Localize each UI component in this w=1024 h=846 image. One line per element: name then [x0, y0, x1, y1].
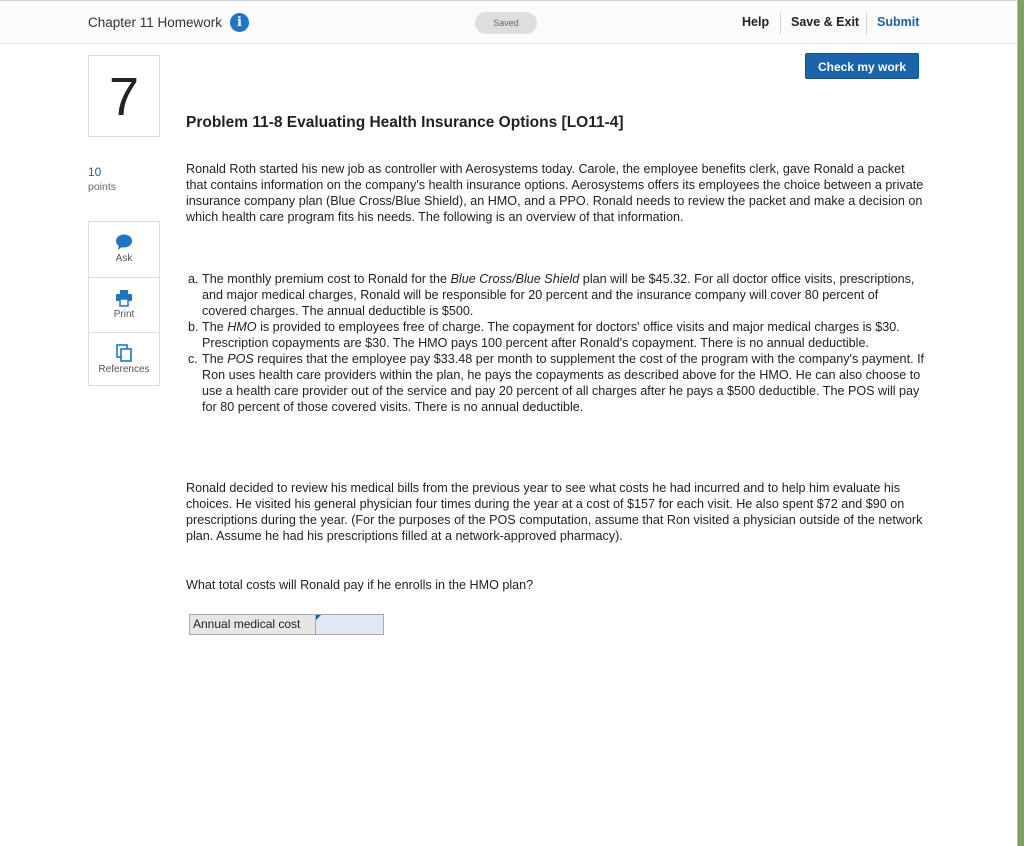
- problem-intro: [186, 161, 926, 225]
- list-item: c. The POS requires that the employee pay $33.48 per month to supplement the cost of the program with the company's payment. If Ron uses health care providers within the plan, he pays the copayments as described above for the HMO. He can also choose to use a health care provider out of the service and pay 20 percent of all charges after he pays a $500 deductible. The POS will pay for 80 percent of those covered visits. There is no annual deductible.: [188, 352, 925, 414]
- nav-divider: [866, 12, 867, 34]
- check-my-work-button[interactable]: Check my work: [805, 53, 919, 79]
- question-number: 7: [88, 55, 160, 137]
- side-strip: [1018, 0, 1024, 846]
- item-letter: c.: [188, 352, 198, 366]
- list-item: a. The monthly premium cost to Ronald for the Blue Cross/Blue Shield plan will be $45.32. For all doctor office visits, prescriptions, and major medical charges, Ronald will be responsible for 20 percent and the insurance company will cover 80 percent of covered charges. The annual deductible is $500.: [188, 272, 915, 318]
- assignment-title: Chapter 11 Homework: [88, 15, 223, 30]
- chat-bubble-icon: [115, 233, 133, 251]
- item-letter: a.: [188, 272, 199, 286]
- points-label: points: [88, 181, 117, 193]
- intro-paragraph: Ronald Roth started his new job as controller with Aerosystems today. Carole, the employee benefits clerk, gave Ronald a packet that contains information on the company's health insurance options. Aerosystems offers its employees the choice between a private insurance company plan (Blue Cross/Blue Shield), an HMO, and a PPO. Ronald needs to review the packet and make a decision on which health care program fits his needs. The following is an overview of that information.: [186, 162, 924, 224]
- help-link[interactable]: Help: [742, 15, 770, 29]
- save-exit-link[interactable]: Save & Exit: [791, 15, 860, 29]
- top-bar: [0, 0, 1018, 44]
- ask-button[interactable]: [89, 222, 159, 277]
- plan-options-list: [186, 271, 926, 415]
- nav-divider: [780, 12, 781, 34]
- ask-label: Ask: [115, 253, 133, 264]
- print-label: Print: [113, 309, 135, 320]
- answer-table: [189, 614, 384, 635]
- points-value: 10: [88, 165, 102, 179]
- item-letter: b.: [188, 320, 199, 334]
- info-icon[interactable]: i: [230, 13, 249, 32]
- references-label: References: [98, 364, 150, 375]
- annual-medical-cost-input[interactable]: [316, 615, 383, 634]
- followup-paragraph: Ronald decided to review his medical bills from the previous year to see what costs he had incurred and to help him evaluate his choices. He visited his general physician four times during the year at a cost of $157 for each visit. He also spent $72 and $90 on prescriptions during the year. (For the purposes of the POS computation, assume that Ron visited a physician outside of the network plan. Assume he had his prescriptions filled at a network-approved pharmacy).: [186, 481, 923, 543]
- followup-text: [186, 480, 926, 544]
- problem-title: Problem 11-8 Evaluating Health Insurance Options [LO11-4]: [186, 114, 624, 131]
- saved-status-badge: Saved: [475, 12, 537, 34]
- answer-label: Annual medical cost: [190, 615, 316, 634]
- question-tools: [88, 221, 160, 386]
- question-prompt: [186, 577, 926, 593]
- print-button[interactable]: [89, 277, 159, 333]
- answer-cell: [316, 615, 383, 634]
- printer-icon: [115, 289, 133, 307]
- submit-link[interactable]: Submit: [877, 15, 920, 29]
- cell-marker-icon: [316, 615, 321, 620]
- prompt-paragraph: What total costs will Ronald pay if he enrolls in the HMO plan?: [186, 578, 534, 592]
- copy-pages-icon: [115, 344, 133, 362]
- list-item: b. The HMO is provided to employees free of charge. The copayment for doctors' office visits and major medical charges is $30. Prescription copayments are $30. The HMO pays 100 percent after Ronald's copayment. There is no annual deductible.: [188, 320, 900, 350]
- references-button[interactable]: [89, 332, 159, 388]
